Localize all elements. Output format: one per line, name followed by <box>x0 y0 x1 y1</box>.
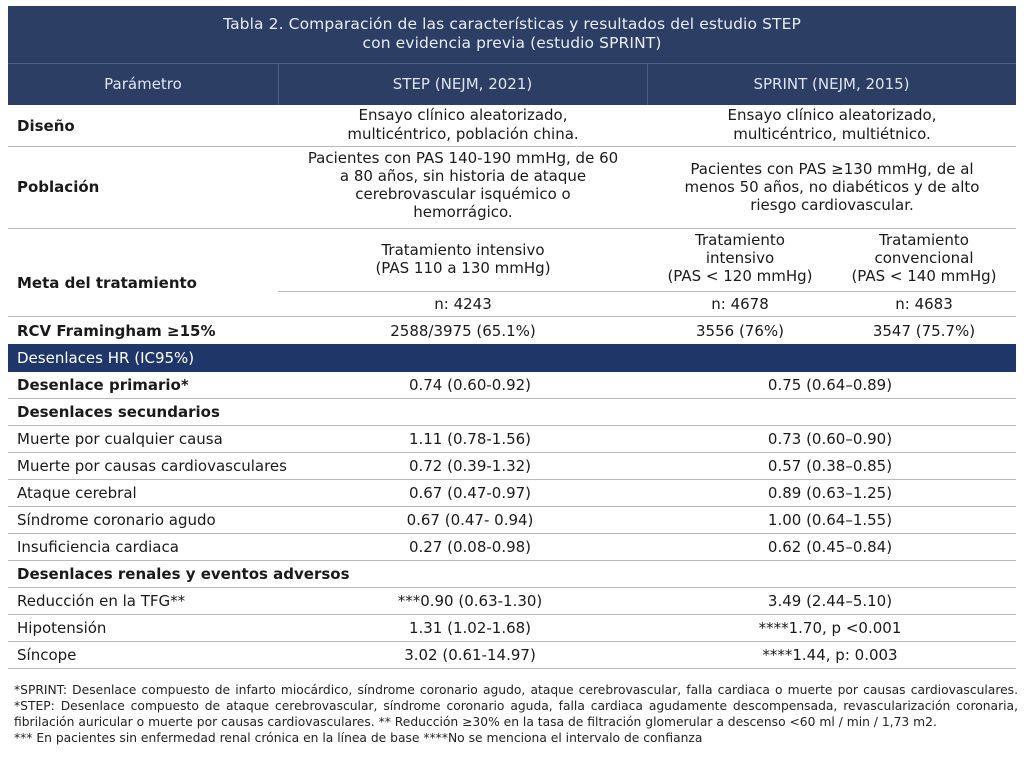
row-divider <box>8 316 1016 317</box>
meta-n-sprint-intensivo: n: 4678 <box>711 295 769 313</box>
meta-step-line: (PAS 110 a 130 mmHg) <box>375 259 551 277</box>
diseno-step-line: Ensayo clínico aleatorizado, <box>358 106 568 124</box>
poblacion-sprint-line: menos 50 años, no diabéticos y de alto <box>684 178 980 196</box>
row-divider <box>8 228 1016 229</box>
outcome-row-step-value: 1.11 (0.78-1.56) <box>408 430 532 448</box>
row-divider <box>278 291 1016 292</box>
meta-sprint-convencional <box>832 231 1016 285</box>
outcome-row-step-value: ***0.90 (0.63-1.30) <box>397 592 543 610</box>
meta-sprint-int-line: (PAS < 120 mmHg) <box>667 267 813 285</box>
footnotes <box>14 682 1018 746</box>
meta-sprint-intensivo <box>650 231 830 285</box>
row-divider <box>8 425 1016 426</box>
poblacion-sprint-line: Pacientes con PAS ≥130 mmHg, de al <box>690 160 974 178</box>
outcome-row-sprint-value: 0.62 (0.45–0.84) <box>767 538 893 556</box>
outcome-row-sprint-value: ****1.44, p: 0.003 <box>762 646 898 664</box>
diseno-step <box>278 106 648 144</box>
table-title-line-1: Tabla 2. Comparación de las características y resultados del estudio STEP <box>223 15 801 33</box>
outcome-row-label: Síndrome coronario agudo <box>17 511 216 529</box>
meta-sprint-conv-line: (PAS < 140 mmHg) <box>851 267 997 285</box>
meta-n-step: n: 4243 <box>434 295 492 313</box>
outcome-row-label: Reducción en la TFG** <box>17 592 186 610</box>
row-divider <box>8 146 1016 147</box>
meta-step <box>278 241 648 277</box>
footnote-1: *SPRINT: Desenlace compuesto de infarto miocárdico, síndrome coronario agudo, ataque cerebrovascular, falla cardiaca o muerte por causas cardiovasculares. *STEP: Desenlace compuesto de ataque cerebrovascular, síndrome coronario aguda, falla cardiaca agudamente descompensada, revascularización coronaria, fibrilación auricular o muerte por causas cardiovasculares. ** Reducción ≥30% en la tasa de filtración glomerular a descenso <60 ml / min / 1,73 m2. <box>14 683 1018 729</box>
outcome-row-sprint-value: 0.89 (0.63–1.25) <box>767 484 893 502</box>
outcome-row-step-value: 0.72 (0.39-1.32) <box>408 457 532 475</box>
meta-n-sprint-convencional: n: 4683 <box>895 295 953 313</box>
outcome-row-label: Desenlace primario* <box>17 376 189 394</box>
footnote-2: *** En pacientes sin enfermedad renal crónica en la línea de base ****No se menciona el intervalo de confianza <box>14 731 703 745</box>
column-header-row <box>8 64 1016 105</box>
outcome-row-sprint-value: 0.57 (0.38–0.85) <box>767 457 893 475</box>
row-divider <box>8 398 1016 399</box>
section-header-hr: Desenlaces HR (IC95%) <box>8 344 1016 372</box>
row-label-poblacion: Población <box>17 178 100 196</box>
column-header-parametro: Parámetro <box>104 75 182 93</box>
poblacion-step-line: hemorrágico. <box>413 203 513 221</box>
row-divider <box>8 641 1016 642</box>
meta-step-line: Tratamiento intensivo <box>381 241 545 259</box>
row-divider <box>8 452 1016 453</box>
outcome-row-sprint-value: 0.75 (0.64–0.89) <box>767 376 893 394</box>
outcome-row-label: Desenlaces renales y eventos adversos <box>17 565 350 583</box>
poblacion-step-line: cerebrovascular isquémico o <box>355 185 571 203</box>
outcome-row-label: Insuficiencia cardiaca <box>17 538 179 556</box>
poblacion-step <box>278 149 648 221</box>
outcome-row-step-value: 0.27 (0.08-0.98) <box>408 538 532 556</box>
table-title-line-2: con evidencia previa (estudio SPRINT) <box>362 34 662 52</box>
row-divider <box>8 533 1016 534</box>
outcome-row-step-value: 0.67 (0.47- 0.94) <box>406 511 534 529</box>
outcome-row-step-value: 1.31 (1.02-1.68) <box>408 619 532 637</box>
diseno-sprint-line: Ensayo clínico aleatorizado, <box>727 106 937 124</box>
poblacion-step-line: a 80 años, sin historia de ataque <box>339 167 587 185</box>
outcome-row-step-value: 0.67 (0.47-0.97) <box>408 484 532 502</box>
outcome-row-sprint-value: 0.73 (0.60–0.90) <box>767 430 893 448</box>
rcv-sprint-intensivo: 3556 (76%) <box>696 322 784 340</box>
row-label-rcv: RCV Framingham ≥15% <box>17 322 216 340</box>
outcome-row-step-value: 0.74 (0.60-0.92) <box>408 376 532 394</box>
outcome-row-sprint-value: 1.00 (0.64–1.55) <box>767 511 893 529</box>
outcome-row-label: Muerte por causas cardiovasculares <box>17 457 287 475</box>
row-divider <box>8 668 1016 669</box>
row-divider <box>8 506 1016 507</box>
meta-sprint-int-line: intensivo <box>705 249 775 267</box>
outcome-row-label: Hipotensión <box>17 619 107 637</box>
diseno-sprint-line: multicéntrico, multiétnico. <box>733 125 931 143</box>
meta-sprint-conv-line: Tratamiento <box>879 231 969 249</box>
poblacion-sprint <box>648 160 1016 214</box>
outcome-row-label: Síncope <box>17 646 77 664</box>
row-divider <box>8 587 1016 588</box>
row-divider <box>8 479 1016 480</box>
outcome-row-label: Ataque cerebral <box>17 484 137 502</box>
column-header-step: STEP (NEJM, 2021) <box>392 75 533 93</box>
outcome-row-sprint-value: 3.49 (2.44–5.10) <box>767 592 893 610</box>
diseno-sprint <box>648 106 1016 144</box>
diseno-step-line: multicéntrico, población china. <box>347 125 579 143</box>
meta-sprint-int-line: Tratamiento <box>695 231 785 249</box>
rcv-step: 2588/3975 (65.1%) <box>390 322 536 340</box>
outcome-row-label: Desenlaces secundarios <box>17 403 220 421</box>
outcome-row-label: Muerte por cualquier causa <box>17 430 223 448</box>
outcome-row-sprint-value: ****1.70, p <0.001 <box>758 619 902 637</box>
poblacion-step-line: Pacientes con PAS 140-190 mmHg, de 60 <box>307 149 619 167</box>
outcome-row-step-value: 3.02 (0.61-14.97) <box>404 646 536 664</box>
table-title <box>8 6 1016 64</box>
poblacion-sprint-line: riesgo cardiovascular. <box>750 196 914 214</box>
row-label-meta: Meta del tratamiento <box>17 274 197 292</box>
rcv-sprint-convencional: 3547 (75.7%) <box>872 322 976 340</box>
row-divider <box>8 560 1016 561</box>
meta-sprint-conv-line: convencional <box>874 249 974 267</box>
row-divider <box>8 614 1016 615</box>
row-label-diseno: Diseño <box>17 117 75 135</box>
column-header-sprint: SPRINT (NEJM, 2015) <box>753 75 910 93</box>
